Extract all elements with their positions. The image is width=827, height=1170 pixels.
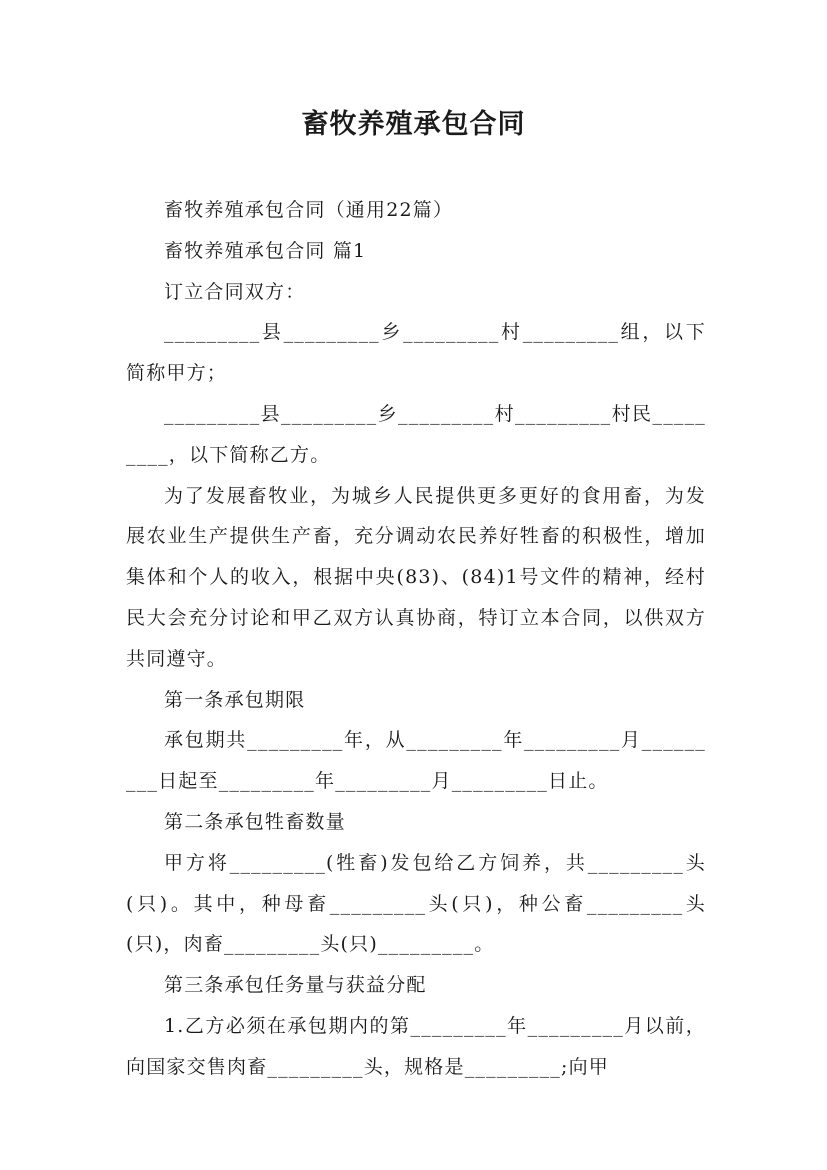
paragraph-party-b: _________县_________乡_________村_________村民_________，以下简称乙方。 bbox=[126, 402, 706, 466]
document-title: 畜牧养殖承包合同 bbox=[301, 109, 526, 140]
document-body bbox=[126, 190, 706, 1088]
paragraph-section-heading: 畜牧养殖承包合同 篇1 bbox=[164, 239, 367, 262]
paragraph-article-2-body: 甲方将_________(牲畜)发包给乙方饲养，共_________头(只)。其中，种母畜_________头(只)，种公畜_________头(只)，肉畜_________头(只)_________。 bbox=[126, 851, 706, 956]
paragraph-purpose: 为了发展畜牧业，为城乡人民提供更多更好的食用畜，为发展农业生产提供生产畜，充分调动农民养好牲畜的积极性，增加集体和个人的收入，根据中央(83)、(84)1号文件的精神，经村民大会充分讨论和甲乙双方认真协商，特订立本合同，以供双方共同遵守。 bbox=[126, 484, 706, 670]
paragraph-party-a: _________县_________乡_________村_________组，以下简称甲方； bbox=[126, 321, 706, 385]
paragraph-article-2-heading: 第二条承包牲畜数量 bbox=[164, 810, 346, 833]
paragraph-article-1-heading: 第一条承包期限 bbox=[164, 688, 306, 711]
paragraph-collection-title: 畜牧养殖承包合同（通用22篇） bbox=[164, 199, 454, 221]
paragraph-parties-heading: 订立合同双方： bbox=[164, 280, 306, 303]
paragraph-article-3-heading: 第三条承包任务量与获益分配 bbox=[164, 974, 427, 997]
paragraph-article-1-body: 承包期共_________年，从_________年_________月_________日起至_________年_________月_________日止。 bbox=[126, 729, 706, 793]
paragraph-article-3-item-1: 1.乙方必须在承包期内的第_________年_________月以前，向国家交售肉畜_________头，规格是_________;向甲 bbox=[126, 1014, 706, 1078]
